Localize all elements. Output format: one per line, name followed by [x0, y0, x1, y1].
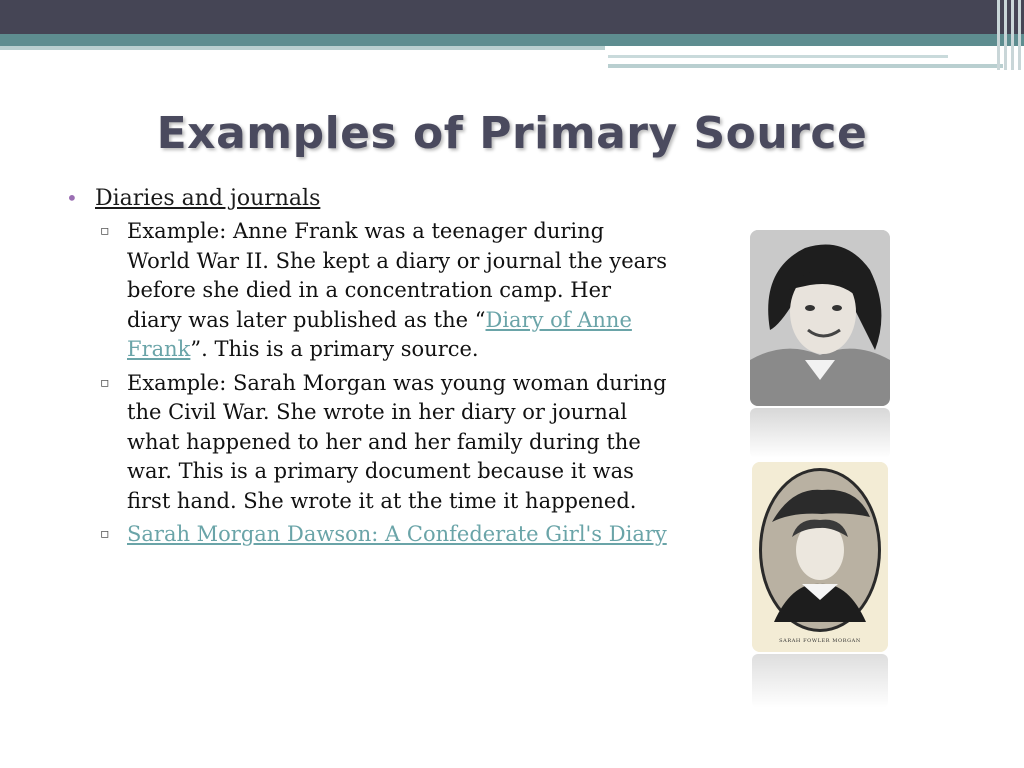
slide-content	[60, 184, 670, 550]
square-bullet-icon: ▫	[100, 223, 110, 239]
sub-item-anne-frank	[60, 217, 670, 365]
diary-of-anne-frank-link[interactable]: Diary of Anne Frank	[127, 307, 632, 361]
bullet-text: Diaries and journals	[95, 186, 321, 211]
sub-item-sarah-morgan	[60, 369, 670, 517]
header-teal-band	[0, 34, 1024, 46]
portrait-photo-anne-frank	[750, 230, 890, 406]
photo-reflection	[752, 654, 888, 708]
header-stripes	[994, 0, 1024, 70]
header-accent-line	[608, 55, 948, 58]
photo-caption: SARAH FOWLER MORGAN	[779, 638, 861, 644]
slide-title: Examples of Primary Source	[156, 108, 868, 159]
sub-item-text: Example: Anne Frank was a teenager during World War II. She kept a diary or journal the years before she died in a concentration camp. Her diary was later published as the “	[127, 219, 667, 332]
portrait-photo-sarah-morgan	[752, 462, 888, 652]
sub-item-text: Example: Sarah Morgan was young woman during the Civil War. She wrote in her diary or journal what happened to her and her family during the war. This is a primary document because it was first hand. She wrote it at the time it happened.	[127, 370, 667, 513]
square-bullet-icon: ▫	[100, 526, 110, 542]
sub-item-dawson-link	[60, 520, 670, 550]
header-accent-line	[608, 64, 1003, 68]
photo-reflection	[750, 408, 890, 458]
bullet-dot-icon: •	[66, 186, 78, 210]
bullet-item	[60, 184, 670, 213]
header-dark-band	[0, 0, 1024, 34]
square-bullet-icon: ▫	[100, 374, 110, 391]
confederate-girls-diary-link[interactable]: Sarah Morgan Dawson: A Confederate Girl's Diary	[127, 522, 667, 546]
sub-item-text: ”. This is a primary source.	[190, 337, 479, 361]
